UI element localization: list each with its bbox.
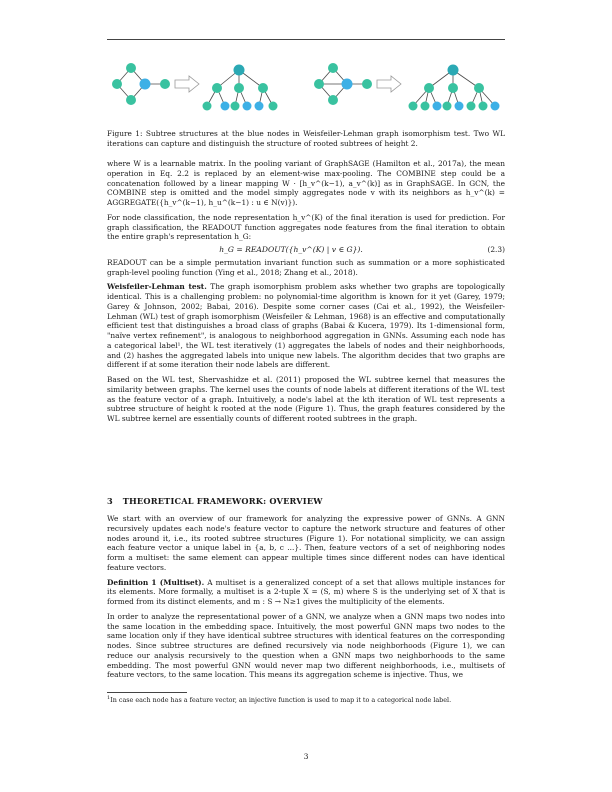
section-heading [107, 496, 505, 506]
paragraph-definition [107, 578, 505, 607]
graph-node-root [342, 79, 353, 90]
graph-node [328, 95, 338, 105]
tree-leaf [243, 102, 252, 111]
tree-node-root [448, 65, 459, 76]
tree-leaf [255, 102, 264, 111]
equation-readout: h_G = READOUT({h_v^(K) | v ∈ G}). [219, 245, 363, 254]
paragraph-lead: Weisfeiler-Lehman test. [107, 282, 207, 292]
section-title: THEORETICAL FRAMEWORK: OVERVIEW [122, 496, 323, 506]
graph-node [112, 79, 122, 89]
equation-2-3 [107, 245, 505, 255]
tree-node [212, 83, 222, 93]
caption-label: Figure 1: [107, 129, 143, 138]
paragraph-overview: We start with an overview of our framework for analyzing the expressive power of GNNs. A GNN recursively updates each node's feature vector to capture the network structure and features of other nodes around it, i.e., its rooted subtree structures (Figure 1). For notational simplicity, we can assign each feature vector a unique label in {a, b, c ...}. Then, feature vectors of a set of neighboring nodes form a multiset: the same element can appear multiple times since different nodes can have identical feature vectors. [107, 514, 505, 572]
definition-body: A multiset is a generalized concept of a set that allows multiple instances for its elements. More formally, a multiset is a 2-tuple X = (S, m) where S is the underlying set of X that is formed from its distinct elements, and m : S → N≥1 gives the multiplicity of the elements. [107, 577, 506, 606]
footnote [107, 696, 505, 704]
graph-node [160, 79, 170, 89]
graph-node [126, 95, 136, 105]
arrow-2 [377, 76, 401, 92]
footnote-mark: 1 [107, 694, 111, 701]
tree-leaf [467, 102, 476, 111]
tree-leaf [269, 102, 278, 111]
paragraph-graphsage: where W is a learnable matrix. In the pooling variant of GraphSAGE (Hamilton et al., 2017a), the mean operation in Eq. 2.2 is replaced by an element-wise max-pooling. The COMBINE step could be a concatenation followed by a linear mapping W · [h_v^(k−1), a_v^(k)] as in GraphSAGE. In GCN, the COMBINE step is omitted and the model simply aggregates node v with its neighbors as h_v^(k) = AGGREGATE({h_v^(k−1), h_u^(k−1) : u ∈ N(v)}). [107, 159, 505, 207]
tree-leaf [455, 102, 464, 111]
figure-caption [107, 129, 505, 149]
tree-leaf [409, 102, 418, 111]
tree-leaf [231, 102, 240, 111]
graph-node-root [140, 79, 151, 90]
paragraph-readout: READOUT can be a simple permutation invariant function such as summation or a more sophisticated graph-level pooling function (Ying et al., 2018; Zhang et al., 2018). [107, 257, 505, 277]
graph-node [126, 63, 136, 73]
header-rule [107, 39, 505, 40]
graph-2 [314, 63, 372, 105]
tree-leaf [491, 102, 500, 111]
graph-1 [112, 63, 170, 105]
graph-node [362, 79, 372, 89]
graph-node [314, 79, 324, 89]
page-number: 3 [303, 752, 309, 761]
tree-leaf [433, 102, 442, 111]
footnote-rule [107, 692, 187, 693]
paragraph-body: The graph isomorphism problem asks whether two graphs are topologically identical. This is a challenging problem: no polynomial-time algorithm is known for it yet (Garey, 1979; Garey & Johnson, 2002; Babai, 2016). Despite some corner cases (Cai et al., 1992), the Weisfeiler-Lehman (WL) test of graph isomorphism (Weisfeiler & Lehman, 1968) is an effective and computationally efficient test that distinguishes a broad class of graphs (Babai & Kucera, 1979). Its 1-dimensional form, "naïve vertex refinement", is analogous to neighborhood aggregation in GNNs. Assuming each node has a categorical label¹, the WL test iteratively (1) aggregates the labels of nodes and their neighborhoods, and (2) hashes the aggregated labels into unique new labels. The algorithm decides that two graphs are different if at some iteration their node labels are different. [107, 282, 505, 370]
paragraph-wl-test [107, 282, 505, 370]
tree-node [474, 83, 484, 93]
body-column [107, 159, 505, 429]
tree-leaf [221, 102, 230, 111]
tree-node [234, 83, 244, 93]
tree-node-root [234, 65, 245, 76]
figure-1-subtrees [107, 58, 505, 124]
definition-lead: Definition 1 (Multiset). [107, 577, 205, 587]
tree-leaf [421, 102, 430, 111]
tree-node [448, 83, 458, 93]
tree-node [424, 83, 434, 93]
subtree-2 [409, 65, 500, 111]
paragraph-readout-intro: For node classification, the node representation h_v^(K) of the final iteration is used for prediction. For graph classification, the READOUT function aggregates node features from the final iteration to obtain the entire graph's representation h_G: [107, 212, 505, 242]
body-column-2 [107, 514, 505, 685]
graph-node [328, 63, 338, 73]
section-number: 3 [107, 496, 113, 506]
equation-number: (2.3) [487, 245, 505, 254]
paragraph-analysis: In order to analyze the representational power of a GNN, we analyze when a GNN maps two nodes into the same location in the embedding space. Intuitively, the most powerful GNN maps two nodes to the same location only if they have identical subtree structures with identical features on the corresponding nodes. Since subtree structures are defined recursively via node neighborhoods (Figure 1), we can reduce our analysis recursively to the question when a GNN maps two neighborhoods to the same embedding. The most powerful GNN would never map two different neighborhoods, i.e., multisets of feature vectors, to the same location. This means its aggregation scheme is injective. Thus, we [107, 611, 505, 680]
tree-leaf [443, 102, 452, 111]
caption-text: Subtree structures at the blue nodes in Weisfeiler-Lehman graph isomorphism test. Two WL iterations can capture and distinguish the structure of rooted subtrees of height 2. [107, 129, 505, 148]
subtree-1 [203, 65, 278, 111]
paragraph-wl-kernel: Based on the WL test, Shervashidze et al. (2011) proposed the WL subtree kernel that measures the similarity between graphs. The kernel uses the counts of node labels at different iterations of the WL test as the feature vector of a graph. Intuitively, a node's label at the kth iteration of WL test represents a subtree structure of height k rooted at the node (Figure 1). Thus, the graph features considered by the WL subtree kernel are essentially counts of different rooted subtrees in the graph. [107, 375, 505, 423]
arrow-1 [175, 76, 199, 92]
footnote-text: In case each node has a feature vector, an injective function is used to map it to a categorical node label. [110, 696, 452, 704]
tree-leaf [479, 102, 488, 111]
tree-node [258, 83, 268, 93]
tree-leaf [203, 102, 212, 111]
